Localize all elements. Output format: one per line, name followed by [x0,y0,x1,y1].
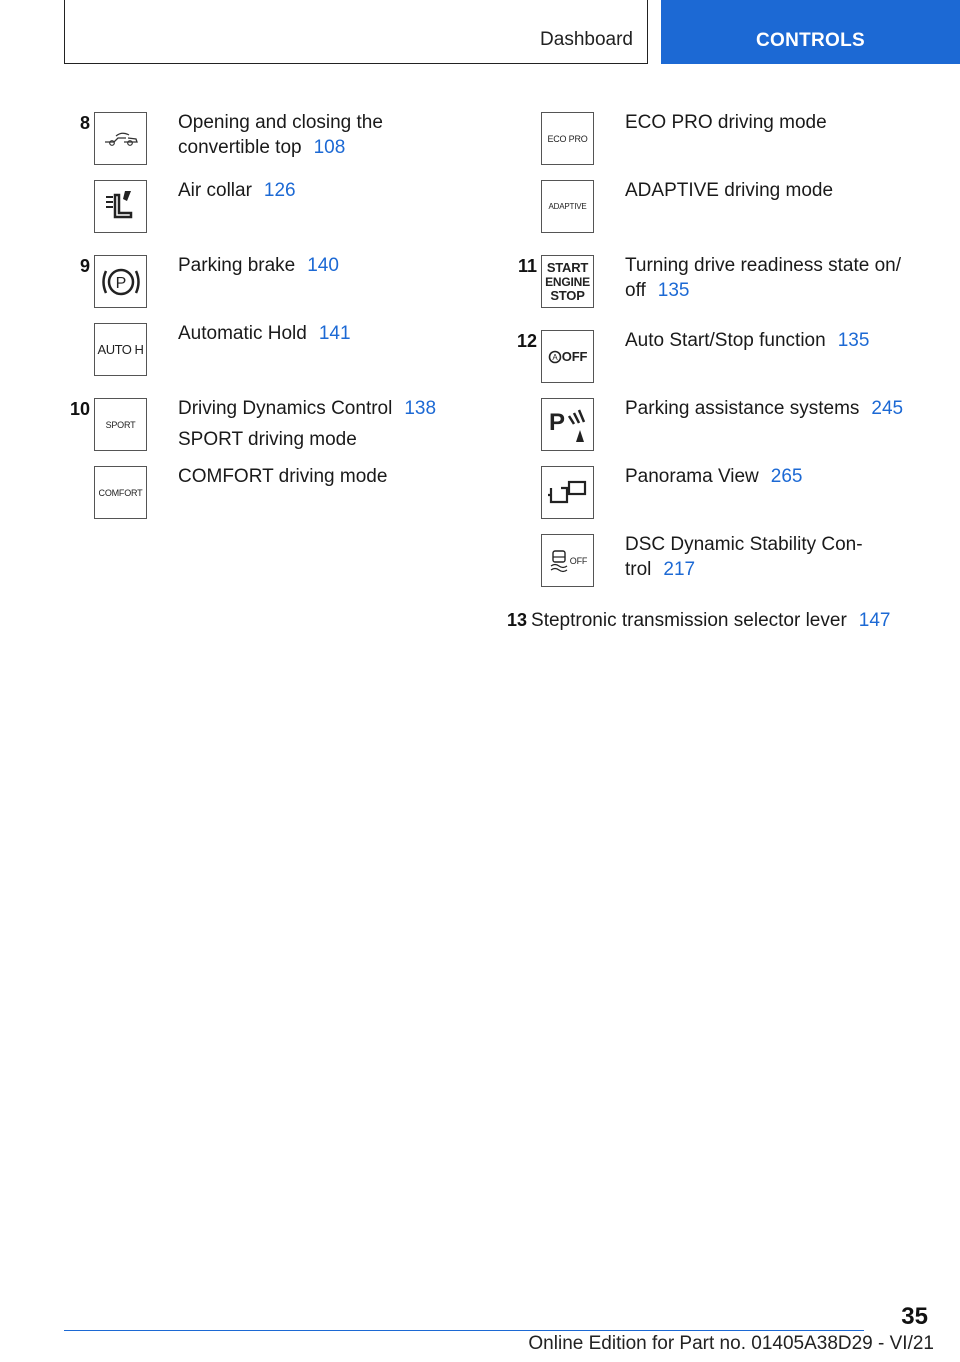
entry-air-collar [60,178,480,253]
entry-description [178,396,478,452]
air-collar-seat-icon [94,180,147,233]
entry-text: Air collar [178,180,252,201]
chapter-tab[interactable] [661,0,960,64]
page-number: 35 [901,1303,928,1330]
entry-number: 13 [507,610,528,630]
parking-assistance-icon [541,398,594,451]
entry-auto-start-stop [507,328,927,396]
edition-text: Online Edition for Part no. 01405A38D29 - VI/21 [528,1333,934,1354]
auto-start-stop-icon: A OFF [541,330,594,383]
page-link[interactable]: 126 [263,180,296,201]
entry-comfort-mode [60,464,480,532]
entry-text: ECO PRO driving mode [625,112,827,133]
adaptive-icon: ADAPTIVE [541,180,594,233]
entry-text: DSC Dynamic Stability Con- trol [625,534,863,580]
entry-automatic-hold [60,321,480,396]
page-link[interactable]: 140 [307,255,339,276]
entry-text: Auto Start/Stop function [625,330,826,351]
entry-panorama-view [507,464,927,532]
entry-description [178,253,478,278]
page-link[interactable]: 108 [313,137,346,158]
entry-description [178,321,478,346]
svg-text:A: A [552,352,558,362]
entry-description [625,464,925,489]
entry-steptronic [507,608,927,633]
page-link[interactable]: 147 [858,610,891,631]
page-link[interactable]: 245 [871,398,904,419]
entry-description [625,328,925,353]
entry-number: 12 [516,331,537,351]
svg-text:P: P [548,408,565,436]
parking-brake-icon [94,255,147,308]
entry-parking-assistance [507,396,927,464]
entry-convertible-top [60,110,480,178]
entry-dsc [507,532,927,608]
panorama-view-icon [541,466,594,519]
entry-description [178,464,478,489]
page-link[interactable]: 217 [663,559,696,580]
entry-description [178,110,478,160]
entry-text: Automatic Hold [178,323,307,344]
comfort-icon: COMFORT [94,466,147,519]
entry-text: COMFORT driving mode [178,466,388,487]
dsc-off-icon: OFF [541,534,594,587]
entry-number: 8 [79,113,90,133]
sport-icon: SPORT [94,398,147,451]
entry-text: Parking brake [178,255,296,276]
entry-text: ADAPTIVE driving mode [625,180,834,201]
entry-start-engine [507,253,927,328]
entry-number: 9 [79,256,90,276]
entry-adaptive [507,178,927,253]
right-column [507,110,927,633]
chapter-title: CONTROLS [755,30,865,51]
entry-text: Parking assistance systems [625,398,860,419]
auto-hold-icon: AUTO H [94,323,147,376]
start-engine-stop-icon: START ENGINE STOP [541,255,594,308]
left-column [60,110,480,532]
entry-text: Panorama View [625,466,759,487]
section-header-box [64,0,648,64]
entry-description [625,110,925,135]
entry-number: 10 [69,399,90,419]
entry-description [178,178,478,203]
page-link[interactable]: 135 [657,280,690,301]
page-link[interactable]: 135 [837,330,870,351]
entry-text: Steptronic transmission selector lever [531,610,847,631]
entry-description [625,178,925,203]
page-link[interactable]: 141 [318,323,351,344]
convertible-icon [94,112,147,165]
entry-description [625,253,925,303]
eco-pro-icon: ECO PRO [541,112,594,165]
sub-entry-text: SPORT driving mode [178,429,357,450]
footer-divider [64,1330,864,1331]
page-link[interactable]: 138 [404,398,437,419]
entry-eco-pro [507,110,927,178]
svg-text:P: P [115,274,126,292]
page-link[interactable]: 265 [770,466,803,487]
entry-description [625,532,925,582]
entry-number: 11 [517,256,537,276]
entry-text: Opening and closing the convertible top [178,112,383,158]
entry-description [625,396,925,421]
section-title: Dashboard [540,29,633,50]
entry-text: Turning drive readiness state on/ off [625,255,902,301]
entry-driving-dynamics [60,396,480,464]
entry-text: Driving Dynamics Control [178,398,393,419]
entry-parking-brake [60,253,480,321]
